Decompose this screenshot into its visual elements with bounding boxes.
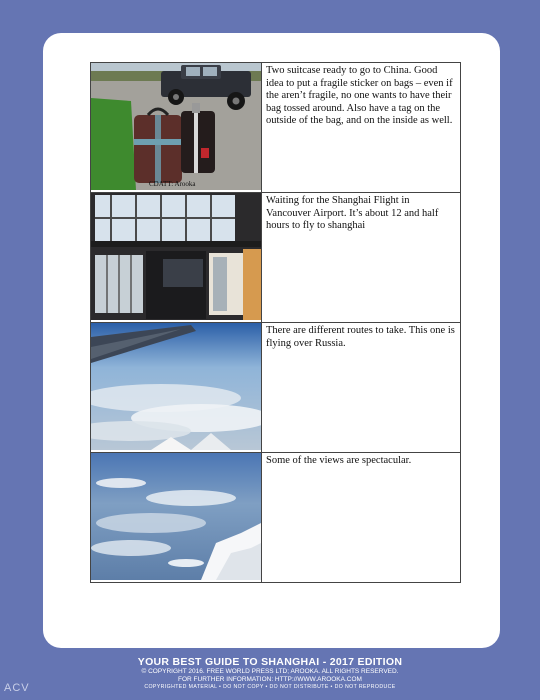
table-row xyxy=(91,323,461,453)
table-row xyxy=(91,193,461,323)
photo-caption-table xyxy=(90,62,461,583)
table-row xyxy=(91,63,461,193)
table-row xyxy=(91,453,461,583)
suitcases-in-driveway-photo xyxy=(91,63,261,190)
airplane-wing-over-russia-photo xyxy=(91,323,261,450)
caption-cell: Two suitcase ready to go to China. Good idea to put a fragile sticker on bags – even if the aren’t fragile, no one wants to have their bag tossed around. Also have a tag on the outside of the bag, and on the inside as well. xyxy=(262,63,461,193)
photo-cell xyxy=(91,453,262,583)
photo-cell xyxy=(91,193,262,323)
vancouver-airport-gate-photo xyxy=(91,193,261,320)
footer-info-link[interactable]: FOR FURTHER INFORMATION: HTTP://WWW.AROOKA.COM xyxy=(178,676,362,683)
corner-watermark: ACV xyxy=(4,682,30,694)
footer-notice: COPYRIGHTED MATERIAL • DO NOT COPY • DO NOT DISTRIBUTE • DO NOT REPRODUCE xyxy=(144,684,396,690)
photo-credit: CDATT: Arooka xyxy=(149,180,196,188)
caption-cell: Waiting for the Shanghai Flight in Vancouver Airport. It’s about 12 and half hours to fly to shanghai xyxy=(262,193,461,323)
footer-title: YOUR BEST GUIDE TO SHANGHAI - 2017 EDITION xyxy=(137,656,403,668)
footer xyxy=(0,656,540,691)
footer-copyright: © COPYRIGHT 2016. FREE WORLD PRESS LTD; AROOKA. ALL RIGHTS RESERVED. xyxy=(141,668,399,675)
caption-cell: Some of the views are spectacular. xyxy=(262,453,461,583)
photo-cell xyxy=(91,63,262,193)
aerial-snowy-landscape-photo xyxy=(91,453,261,580)
caption-cell: There are different routes to take. This one is flying over Russia. xyxy=(262,323,461,453)
photo-cell xyxy=(91,323,262,453)
